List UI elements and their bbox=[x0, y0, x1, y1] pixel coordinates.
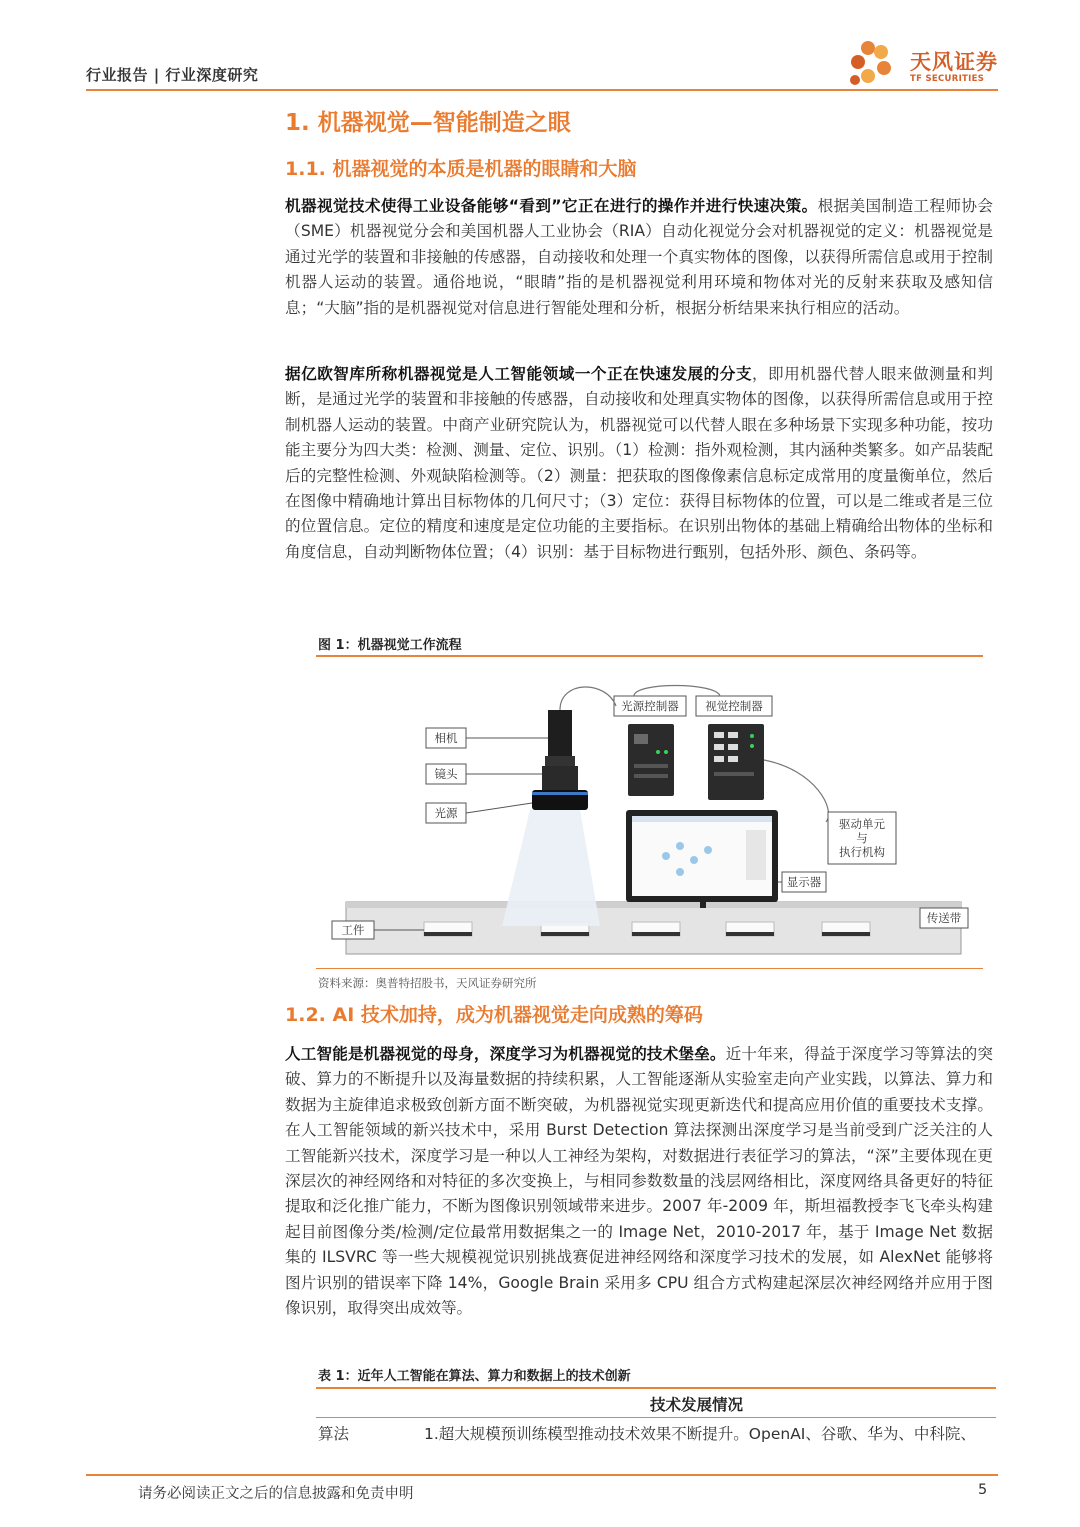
svg-text:驱动单元: 驱动单元 bbox=[839, 817, 885, 831]
figure-top-rule bbox=[316, 655, 983, 657]
svg-text:镜头: 镜头 bbox=[434, 767, 458, 781]
svg-text:工件: 工件 bbox=[341, 923, 365, 937]
paragraph-3-lead: 人工智能是机器视觉的母身，深度学习为机器视觉的技术堡垒。 bbox=[285, 1045, 726, 1063]
vision-controller bbox=[696, 696, 772, 800]
table-row-label: 算法 bbox=[318, 1425, 350, 1443]
svg-text:执行机构: 执行机构 bbox=[839, 845, 885, 859]
footer-divider bbox=[86, 1474, 998, 1476]
svg-text:与: 与 bbox=[856, 831, 868, 845]
figure-title: 图 1：机器视觉工作流程 bbox=[318, 638, 462, 653]
paragraph-1-body: 根据美国制造工程师协会（SME）机器视觉分会和美国机器人工业协会（RIA）自动化视觉分会对机器视觉的定义：机器视觉是通过光学的装置和非接触的传感器，自动接收和处理一个真实物体的图像，以获得所需信息或用于控制机器人运动的装置。通俗地说，“眼睛”指的是机器视觉利用环境和物体对光的反射来获取及感知信息；“大脑”指的是机器视觉对信息进行智能处理和分析，根据分析结果来执行相应的活动。 bbox=[285, 197, 993, 317]
table-top-rule bbox=[316, 1387, 996, 1389]
logo-subtitle: TF SECURITIES bbox=[910, 74, 985, 84]
section-heading-1: 1. 机器视觉—智能制造之眼 bbox=[285, 110, 571, 136]
table-column-header: 技术发展情况 bbox=[650, 1396, 744, 1414]
label-lens bbox=[426, 764, 542, 784]
paragraph-2 bbox=[285, 362, 993, 565]
paragraph-2-body: ，即用机器代替人眼来做测量和判断，是通过光学的装置和非接触的传感器，自动接收和处理真实物体的图像，以获得所需信息或用于控制机器人运动的装置。中商产业研究院认为，机器视觉可以代替人眼在多种场景下实现多种功能，按功能主要分为四大类：检测、测量、定位、识别。（1）检测：指外观检测，其内涵种类繁多。如产品装配后的完整性检测、外观缺陷检测等。（2）测量：把获取的图像像素信息标定成常用的度量衡单位，然后在图像中精确地计算出目标物体的几何尺寸；（3）定位：获得目标物体的位置，可以是二维或者是三位的位置信息。定位的精度和速度是定位功能的主要指标。在识别出物体的基础上精确给出物体的坐标和角度信息，自动判断物体位置；（4）识别：基于目标物进行甄别，包括外形、颜色、条码等。 bbox=[285, 365, 993, 561]
svg-text:相机: 相机 bbox=[434, 731, 458, 745]
logo-name: 天风证券 bbox=[910, 50, 998, 74]
label-light bbox=[426, 803, 532, 823]
label-drive-unit bbox=[828, 812, 896, 864]
table-title: 表 1：近年人工智能在算法、算力和数据上的技术创新 bbox=[318, 1369, 631, 1384]
tf-securities-logo bbox=[848, 38, 1008, 90]
display-monitor bbox=[626, 810, 778, 908]
flower-logo-icon bbox=[848, 38, 908, 90]
figure-bottom-rule bbox=[316, 968, 983, 969]
cable-camera-light-controller bbox=[560, 687, 616, 710]
paragraph-3 bbox=[285, 1042, 993, 1321]
machine-vision-workflow-diagram bbox=[316, 660, 983, 966]
table-header-rule bbox=[316, 1417, 996, 1418]
paragraph-1-lead: 机器视觉技术使得工业设备能够“看到”它正在进行的操作并进行快速决策。 bbox=[285, 197, 818, 215]
svg-text:光源: 光源 bbox=[434, 806, 458, 820]
svg-text:显示器: 显示器 bbox=[786, 875, 822, 889]
footer-disclaimer: 请务必阅读正文之后的信息披露和免责申明 bbox=[138, 1486, 414, 1502]
label-conveyor bbox=[920, 908, 968, 928]
svg-text:视觉控制器: 视觉控制器 bbox=[705, 699, 763, 713]
paragraph-3-body: 近十年来，得益于深度学习等算法的突破、算力的不断提升以及海量数据的持续积累，人工智能逐渐从实验室走向产业实践，以算法、算力和数据为主旋律追求极致创新方面不断突破，为机器视觉实现更新迭代和提高应用价值的重要技术支撑。在人工智能领域的新兴技术中，采用 Burst Detection 算法探测出深度学习是当前受到广泛关注的人工智能新兴技术，深度学习是一种以人工神经为架构，对数据进行表征学习的算法，“深”主要体现在更深层次的神经网络和对特征的多次变换上，与相同参数数量的浅层网络相比，深度网络具备更好的特征提取和泛化推广能力，不断为图像识别领域带来进步。2007 年-2009 年，斯坦福教授李飞飞牵头构建起目前图像分类/检测/定位最常用数据集之一的 Image Net，2010-2017 年，基于 Image Net 数据集的 ILSVRC 等一些大规模视觉识别挑战赛促进神经网络和深度学习技术的发展，如 AlexNet 能够将图片识别的错误率下降 14%，Google Brain 采用多 CPU 组合方式构建起深层次神经网络并应用于图像识别，取得突出成效等。 bbox=[285, 1045, 993, 1318]
figure-source: 资料来源：奥普特招股书，天风证券研究所 bbox=[318, 976, 537, 990]
paragraph-2-lead: 据亿欧智库所称机器视觉是人工智能领域一个正在快速发展的分支 bbox=[285, 365, 752, 383]
page-number: 5 bbox=[978, 1482, 988, 1498]
svg-text:光源控制器: 光源控制器 bbox=[621, 699, 679, 713]
light-controller bbox=[614, 696, 686, 796]
conveyor-belt bbox=[346, 902, 961, 954]
light-beam bbox=[502, 810, 600, 926]
label-display bbox=[778, 872, 826, 892]
subsection-heading-1-1: 1.1. 机器视觉的本质是机器的眼睛和大脑 bbox=[285, 158, 637, 180]
subsection-heading-1-2: 1.2. AI 技术加持，成为机器视觉走向成熟的筹码 bbox=[285, 1004, 703, 1026]
report-section-label: 行业报告 | 行业深度研究 bbox=[86, 66, 259, 84]
paragraph-1 bbox=[285, 194, 993, 321]
svg-text:传送带: 传送带 bbox=[926, 911, 962, 925]
label-camera bbox=[426, 728, 548, 748]
table-row-content: 1.超大规模预训练模型推动技术效果不断提升。OpenAI、谷歌、华为、中科院、 bbox=[424, 1425, 976, 1443]
cable-controllers bbox=[634, 686, 720, 697]
camera-assembly bbox=[532, 710, 588, 810]
